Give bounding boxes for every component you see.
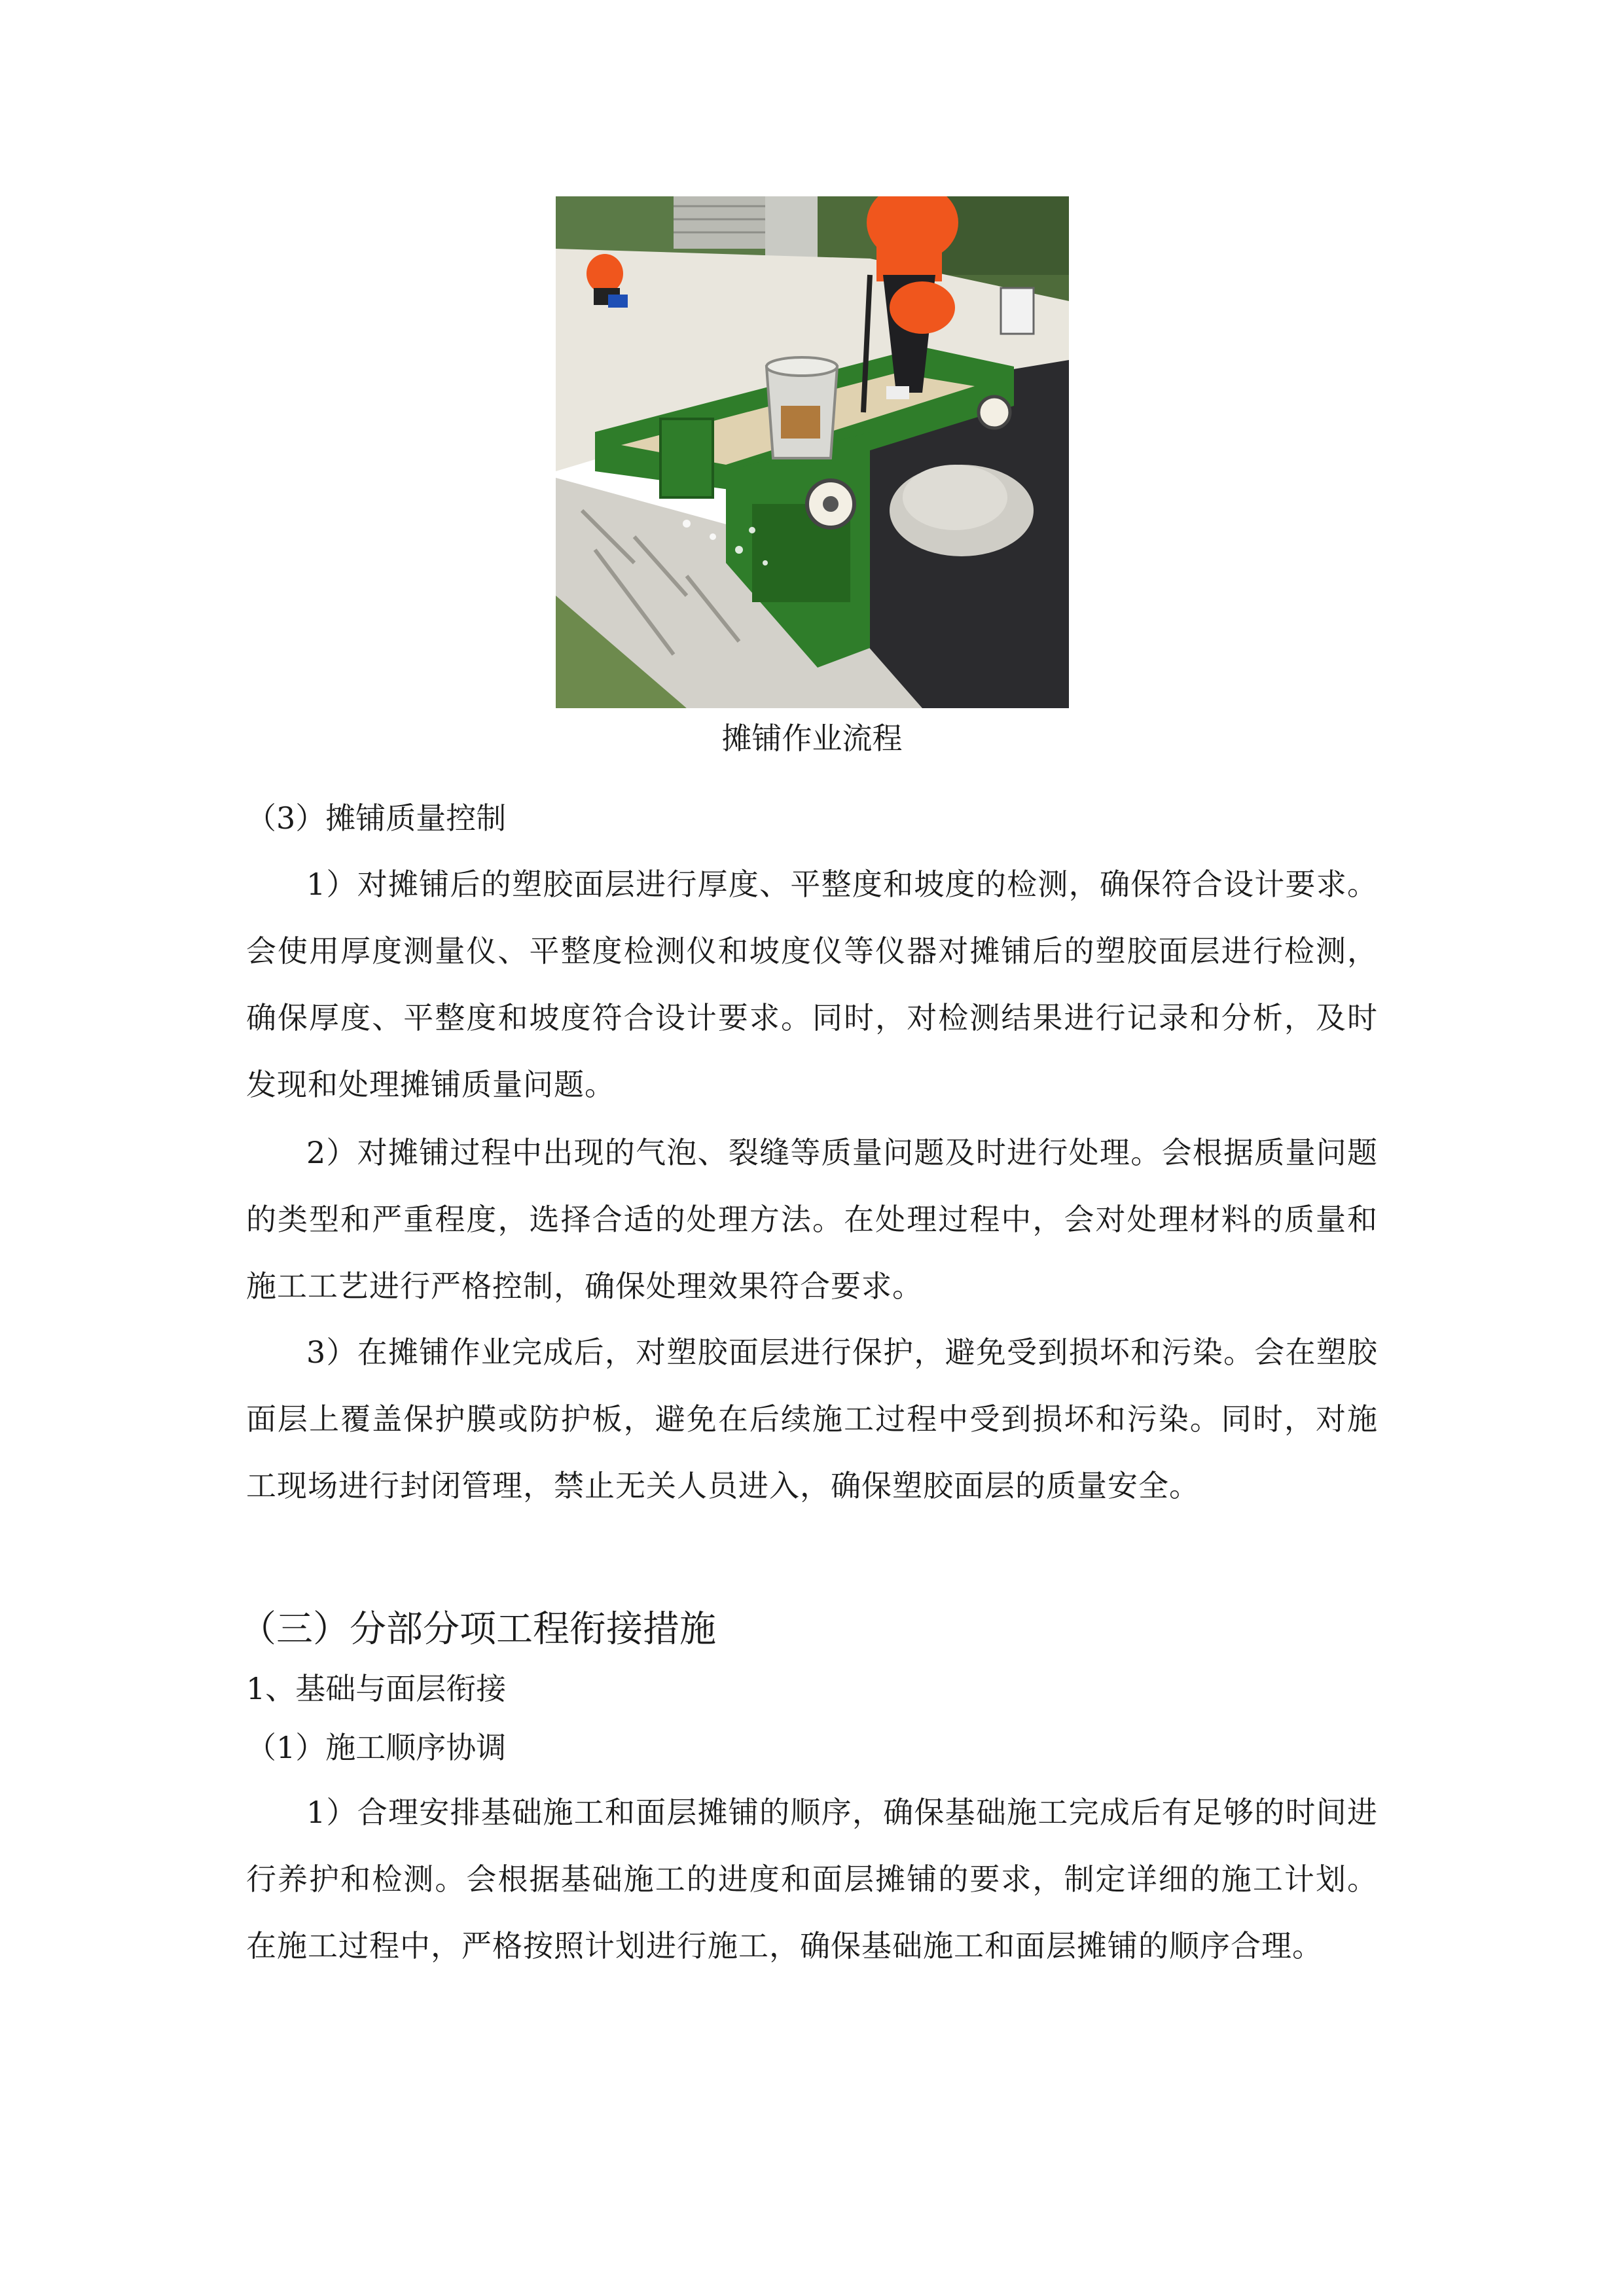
subsection-1-1-block [246,1721,1378,1774]
quality-paragraph-1: 1）对摊铺后的塑胶面层进行厚度、平整度和坡度的检测，确保符合设计要求。会使用厚度测量仪、平整度检测仪和坡度仪等仪器对摊铺后的塑胶面层进行检测，确保厚度、平整度和坡度符合设计要求。同时，对检测结果进行记录和分析，及时发现和处理摊铺质量问题。 [246,867,1378,1102]
quality-paragraph-2: 2）对摊铺过程中出现的气泡、裂缝等质量问题及时进行处理。会根据质量问题的类型和严重程度，选择合适的处理方法。在处理过程中，会对处理材料的质量和施工工艺进行严格控制，确保处理效果符合要求。 [246,1135,1378,1304]
paving-photo-image [556,196,1069,708]
section-three-title: （三）分部分项工程衔接措施 [240,1608,716,1651]
subsection-1-title: 1、基础与面层衔接 [246,1671,507,1706]
subsection-1-block [246,1662,1378,1715]
quality-paragraph-3-block [246,1319,1378,1519]
sequence-paragraph-1: 1）合理安排基础施工和面层摊铺的顺序，确保基础施工完成后有足够的时间进行养护和检测。会根据基础施工的进度和面层摊铺的要求，制定详细的施工计划。在施工过程中，严格按照计划进行施工，确保基础施工和面层摊铺的顺序合理。 [246,1795,1378,1964]
quality-heading: （3）摊铺质量控制 [246,800,507,836]
quality-paragraph-1-block [246,851,1378,1118]
quality-paragraph-3: 3）在摊铺作业完成后，对塑胶面层进行保护，避免受到损坏和污染。会在塑胶面层上覆盖保护膜或防护板，避免在后续施工过程中受到损坏和污染。同时，对施工现场进行封闭管理，禁止无关人员进入，确保塑胶面层的质量安全。 [246,1335,1378,1503]
paving-photo [556,196,1069,708]
sequence-paragraph-block [246,1779,1378,1979]
quality-paragraph-2-block [246,1119,1378,1319]
section-three-block [240,1600,1371,1659]
subsection-1-1-title: （1）施工顺序协调 [246,1730,507,1765]
figure-caption: 摊铺作业流程 [721,721,903,756]
quality-section [246,792,1378,844]
